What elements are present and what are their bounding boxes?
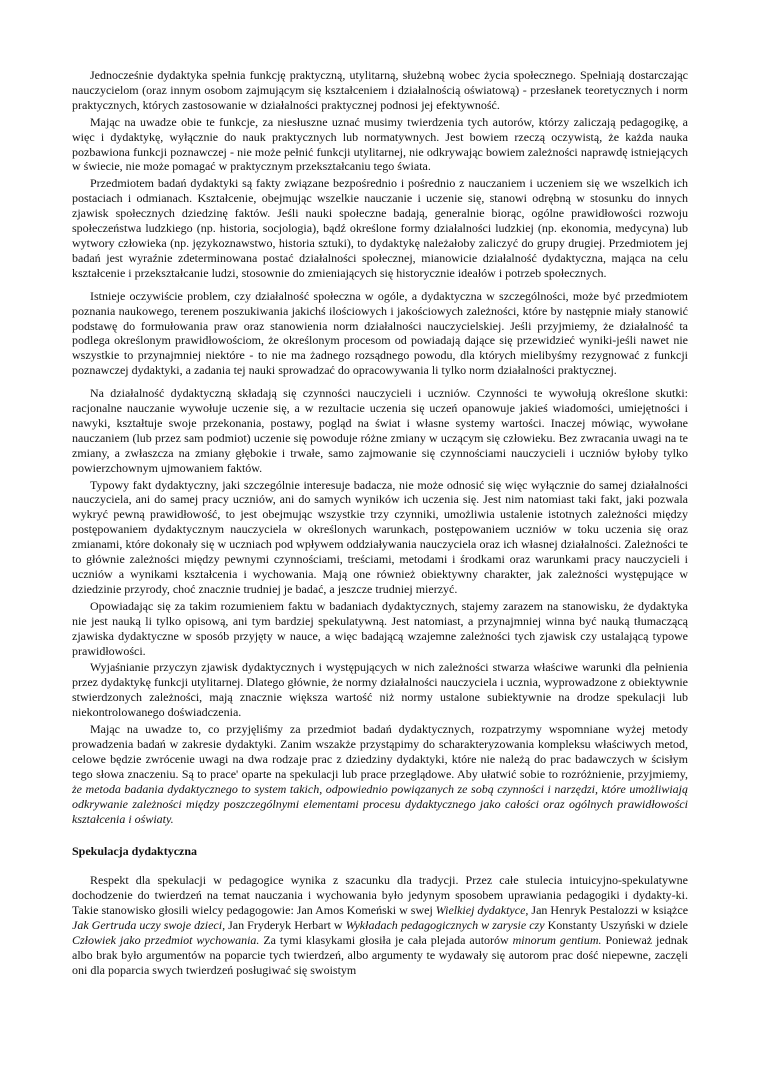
paragraph (72, 722, 688, 826)
italic-text: minorum gentium. (512, 932, 602, 947)
italic-text: że metoda badania dydaktycznego to system takich, odpowiednio powiązanych ze sobą czynności i narzędzi, które umożliwiają odkrywanie zależności między poszczególnymi elementami procesu dydaktycznego jako całości oraz ogólnych prawidłowości kształcenia i oświaty. (72, 781, 688, 826)
text-run: Jednocześnie dydaktyka spełnia funkcję praktyczną, utylitarną, służebną wobec życia społecznego. Spełniają dostarczając nauczycielom (oraz innym osobom zajmującym się kształceniem i działalnością oświatową) - przesłanek teoretycznych i norm praktycznych, których zastosowanie w działalności praktycznej podnosi jej efektywność. (72, 68, 688, 112)
italic-text: Wykładach pedagogicznych w zarysie czy (345, 918, 545, 933)
italic-text: Jak Gertruda uczy swoje dzieci, (72, 918, 226, 933)
text-run: Za tymi klasykami głosiła je cała plejada autorów (259, 932, 513, 947)
section-heading: Spekulacja dydaktyczna (72, 844, 198, 859)
paragraph (72, 599, 688, 659)
text-run: Opowiadając się za takim rozumieniem faktu w badaniach dydaktycznych, stajemy zarazem na stanowisku, że dydaktyka nie jest nauką li tylko opisową, ani tym bardziej spekulatywną. Jest natomiast, a przynajmniej winna być nauką tłumaczącą zjawiska dydaktyczne w sposób przyjęty w nauce, a więc badającą wzajemne zależności tych zjawisk czy ustalającą typowe prawidłowości. (72, 598, 688, 658)
text-run: Przedmiotem badań dydaktyki są fakty związane bezpośrednio i pośrednio z nauczaniem i uczeniem się we wszelkich ich postaciach i odmianach. Kształcenie, obejmując wszelkie nauczanie i uczenie się, stanowi odrębną w stosunku do innych zjawisk społecznych dziedzinę faktów. Jeśli nauki społeczne badają, generalnie biorąc, ogólne prawidłowości rozwoju społeczeństwa ludzkiego (np. historia, socjologia), bądź określone formy działalności ludzkiej (np. ekonomia, medycyna) lub wytwory człowieka (np. językoznawstwo, historia sztuki), to dydaktykę należałoby zaliczyć do grupy drugiej. Przedmiotem jej badań jest wyraźnie zdeterminowana postać działalności społecznej, mianowicie działalność dydaktyczna, mająca na celu kształcenie i przekształcanie ludzi, stosownie do zmieniających się historycznie ideałów i potrzeb społecznych. (72, 176, 688, 280)
final-section-text (72, 873, 688, 977)
text-run: Ponieważ jednak albo brak było argumentów na poparcie tych twierdzeń, albo argumenty te wydawały się autorom prac dość niepewne, zaczęli oni dla poparcia swych twierdzeń posługiwać się swoistym (72, 932, 689, 977)
paragraph (72, 115, 688, 175)
text-run: Wyjaśnianie przyczyn zjawisk dydaktycznych i występujących w nich zależności stwarza właściwe warunki dla pełnienia przez dydaktykę funkcji utylitarnej. Dlatego głównie, że normy działalności nauczyciela i ucznia, wyprowadzone z obiektywnie stwierdzonych zależności, mają znacznie większa wartość niż normy ustalone subiektywnie na drodze spekulacji lub niekontrolowanego doświadczenia. (72, 660, 688, 720)
paragraph (72, 386, 688, 475)
text-run: Mając na uwadze to, co przyjęliśmy za przedmiot badań dydaktycznych, rozpatrzymy wspomniane wyżej metody prowadzenia badań w zakresie dydaktyki. Zanim wszakże przystąpimy do scharakteryzowania kompleksu właściwych metod, celowe będzie zwrócenie uwagi na dwa rodzaje prac z dziedziny dydaktyki, które nie należą do prac badawczych w ścisłym tego słowa znaczeniu. Są to prace' oparte na spekulacji lub prace przeglądowe. Aby ułatwić sobie to rozróżnienie, przyjmiemy, (72, 722, 688, 781)
document-page (72, 68, 688, 980)
italic-text: Wielkiej dydaktyce, (435, 903, 529, 918)
paragraph (72, 873, 688, 977)
text-run: Respekt dla spekulacji w pedagogice wynika z szacunku dla tradycji. Przez całe stulecia intuicyjno-spekulatywne dochodzenie do twierdzeń na temat nauczania i wychowania było jedynym sposobem uprawiania pedagogiki i dydakty-ki. Takie stanowisko głosili wielcy pedagogowie: Jan Amos Komeński w swej (72, 873, 688, 918)
paragraph (72, 68, 688, 113)
text-run: Jan Fryderyk Herbart w (225, 918, 346, 933)
text-run: Typowy fakt dydaktyczny, jaki szczególnie interesuje badacza, nie może odnosić się więc wyłącznie do samej działalności nauczyciela, ani do samej pracy uczniów, ani do samych wyników ich uczenia się. Jest nim natomiast taki fakt, jaki pozwala wykryć pewną prawidłowość, to jest obejmując wszystkie trzy czynniki, umożliwia ustalenie istotnych zależności między postępowaniem dydaktycznym nauczyciela w określonych warunkach, postępowaniem uczniów w toku uczenia się oraz zmianami, które dokonały się w uczniach pod wpływem oddziaływania nauczyciela oraz ich własnej działalności. Zależności te to głównie zależności między pewnymi czynnościami, treściami, metodami i środkami oraz warunkami pracy nauczycieli i uczniów a wynikami kształcenia i wychowania. Mają one również obiektywny charakter, jak zależności występujące w dziedzinie przyrody, choć znacznie trudniej je badać, a jeszcze trudniej mierzyć. (72, 477, 688, 596)
body-text (72, 68, 688, 826)
text-run: Na działalność dydaktyczną składają się czynności nauczycieli i uczniów. Czynności te wywołują określone skutki: racjonalne nauczanie wywołuje uczenie się, a w rezultacie uczenia się uczeń opanowuje jakieś wiadomości, umiejętności i nawyki, kształtuje swoje przekonania, postawy, pogląd na świat i własne systemy wartości. Inaczej mówiąc, wywołane nauczaniem (lub przez sam podmiot) uczenie się powoduje różne zmiany w uczącym się człowieku. Bez zwracania uwagi na te zmiany, a zwłaszcza na zmiany głębokie i trwałe, samo zajmowanie się czynnościami nauczycieli i uczniów byłoby tylko powierzchownym ujmowaniem faktów. (72, 386, 688, 475)
paragraph (72, 176, 688, 280)
text-run: Jan Henryk Pestalozzi w książce (528, 903, 689, 918)
paragraph (72, 478, 688, 597)
paragraph (72, 660, 688, 720)
text-run: Konstanty Uszyński w dziele (544, 918, 689, 933)
paragraph (72, 289, 688, 378)
italic-text: Człowiek jako przedmiot wychowania. (72, 932, 260, 947)
text-run: Istnieje oczywiście problem, czy działalność społeczna w ogóle, a dydaktyczna w szczególności, może być przedmiotem poznania naukowego, terenem poszukiwania jakichś ilościowych i jakościowych zależności, które by następnie miały stanowić podstawę do formułowania praw oraz stanowienia norm działalności nauczycielskiej. Jeśli przyjmiemy, że działalność ta podlega określonym prawidłowościom, że określonym procesom od powiadają dające się przewidzieć wyniki-jeśli nawet nie wszystkie to przynajmniej niektóre - to nie ma żadnego rozsądnego powodu, dla których mielibyśmy rezygnować z funkcji poznawczej dydaktyki, a zadania tej nauki sprowadzać do opracowywania li tylko norm działalności praktycznej. (72, 288, 688, 378)
text-run: Mając na uwadze obie te funkcje, za niesłuszne uznać musimy twierdzenia tych autorów, którzy zaliczają pedagogikę, a więc i dydaktykę, wyłącznie do nauk praktycznych lub normatywnych. Jest bowiem rzeczą oczywistą, że każda nauka pozbawiona funkcji poznawczej - nie może pełnić funkcji utylitarnej, nie odkrywając bowiem zależności naprawdę istniejących w świecie, nie może pomagać w praktycznym przekształcaniu tego świata. (72, 114, 688, 174)
